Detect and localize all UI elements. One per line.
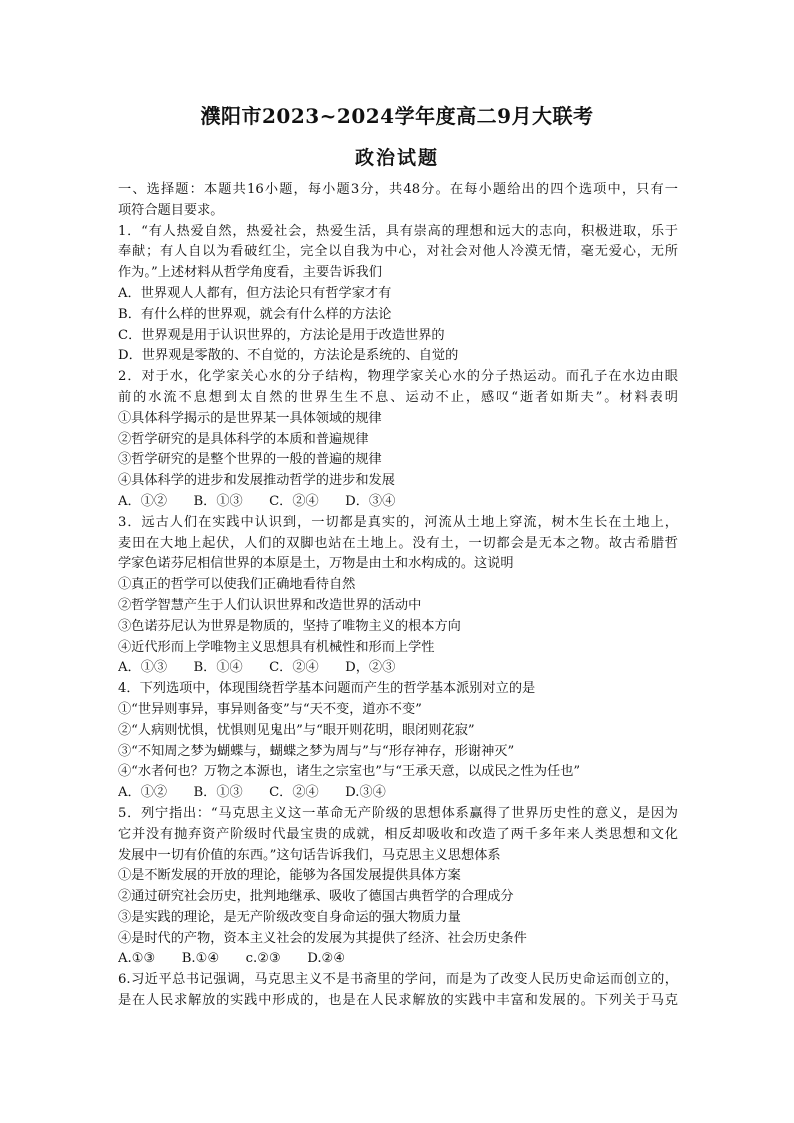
exam-title: 濮阳市2023~2024学年度高二9月大联考	[200, 104, 594, 128]
text-line: A．世界观人人都有，但方法论只有哲学家才有	[118, 285, 392, 301]
text-line: ④具体科学的进步和发展推动哲学的进步和发展	[118, 473, 395, 489]
text-line: ③是实践的理论，是无产阶级改变自身命运的强大物质力量	[118, 909, 461, 925]
text-line: A．①② B．①③ C．②④ D．③④	[118, 493, 396, 509]
text-line: 麦田在大地上起伏，人们的双脚也站在土地上。没有土，一切都会是无本之物。故古希腊哲	[118, 535, 678, 551]
text-line: 3．远古人们在实践中认识到，一切都是真实的，河流从土地上穿流，树木生长在土地上，	[118, 514, 678, 530]
text-line: ②通过研究社会历史，批判地继承、吸收了德国古典哲学的合理成分	[118, 889, 514, 905]
text-line: A．①③ B．①④ C．②④ D，②③	[118, 660, 396, 676]
text-line: 发展中一切有价值的东西。”这句话告诉我们，马克思主义思想体系	[118, 847, 501, 863]
text-line: ①真正的哲学可以使我们正确地看待自然	[118, 577, 356, 593]
text-line: ④“水者何也？万物之本源也，诸生之宗室也”与“王承天意，以成民之性为任也”	[118, 764, 581, 780]
text-line: ②哲学研究的是具体科学的本质和普遍规律	[118, 431, 369, 447]
text-line: ①具体科学揭示的是世界某一具体领域的规律	[118, 410, 382, 426]
text-line: 学家色诺芬尼相信世界的本原是土，万物是由土和水构成的。这说明	[118, 556, 514, 572]
text-line: 前的水流不息想到太自然的世界生生不息、运动不止，感叹“逝者如斯夫”。材料表明	[118, 389, 678, 405]
text-line: ②哲学智慧产生于人们认识世界和改造世界的活动中	[118, 597, 422, 613]
text-line: C．世界观是用于认识世界的，方法论是用于改造世界的	[118, 327, 445, 343]
text-line: ④是时代的产物，资本主义社会的发展为其提供了经济、社会历史条件	[118, 930, 527, 946]
text-line: ②“人病则忧惧，忧惧则见鬼出”与“眼开则花明，眼闭则花寂”	[118, 722, 475, 738]
text-line: ③色诺芬尼认为世界是物质的，坚持了唯物主义的根本方向	[118, 618, 461, 634]
text-line: 是在人民求解放的实践中形成的，也是在人民求解放的实践中丰富和发展的。下列关于马克	[118, 993, 678, 1009]
text-line: 4．下列选项中，体现围绕哲学基本问题而产生的哲学基本派别对立的是	[118, 681, 536, 697]
text-line: ③“不知周之梦为蝴蝶与，蝴蝶之梦为周与”与“形存神存，形谢神灭”	[118, 743, 515, 759]
text-line: ④近代形而上学唯物主义思想具有机械性和形而上学性	[118, 639, 435, 655]
text-line: A.①③ B.①④ c.②③ D.②④	[118, 951, 346, 967]
text-line: 它并没有抛弃资产阶级时代最宝贵的成就，相反却吸收和改造了两千多年来人类思想和文化	[118, 826, 678, 842]
text-line: 作为。”上述材料从哲学角度看，主要告诉我们	[118, 265, 382, 281]
text-line: 2．对于水，化学家关心水的分子结构，物理学家关心水的分子热运动。而孔子在水边由眼	[118, 369, 678, 385]
question-body	[118, 180, 678, 1012]
text-line: 一、选择题：本题共16小题，每小题3分，共48分。在每小题给出的四个选项中，只有一	[118, 182, 678, 197]
text-line: B．有什么样的世界观，就会有什么样的方法论	[118, 306, 392, 322]
text-line: ①“世异则事异，事异则备变”与“天不变，道亦不变”	[118, 701, 422, 717]
text-line: 1．“有人热爱自然，热爱社会，热爱生活，具有崇高的理想和远大的志向，积极进取，乐于	[118, 223, 678, 239]
text-line: A．①② B．①③ C．②④ D.③④	[118, 785, 386, 801]
text-line: ①是不断发展的开放的理论，能够为各国发展提供具体方案	[118, 868, 461, 884]
text-line: 6.习近平总书记强调，马克思主义不是书斋里的学问，而是为了改变人民历史命运而创立的，	[118, 972, 678, 988]
text-line: 项符合题目要求。	[118, 202, 224, 218]
text-line: ③哲学研究的是整个世界的一般的普遍的规律	[118, 452, 382, 468]
exam-subtitle: 政治试题	[354, 147, 439, 169]
text-line: D．世界观是零散的、不自觉的，方法论是系统的、自觉的	[118, 348, 459, 364]
text-line: 5．列宁指出：“马克思主义这一革命无产阶级的思想体系赢得了世界历史性的意义，是因为	[118, 805, 678, 821]
text-line: 奉献；有人自以为看破红尘，完全以自我为中心，对社会对他人冷漠无情，毫无爱心，无所	[118, 244, 678, 260]
